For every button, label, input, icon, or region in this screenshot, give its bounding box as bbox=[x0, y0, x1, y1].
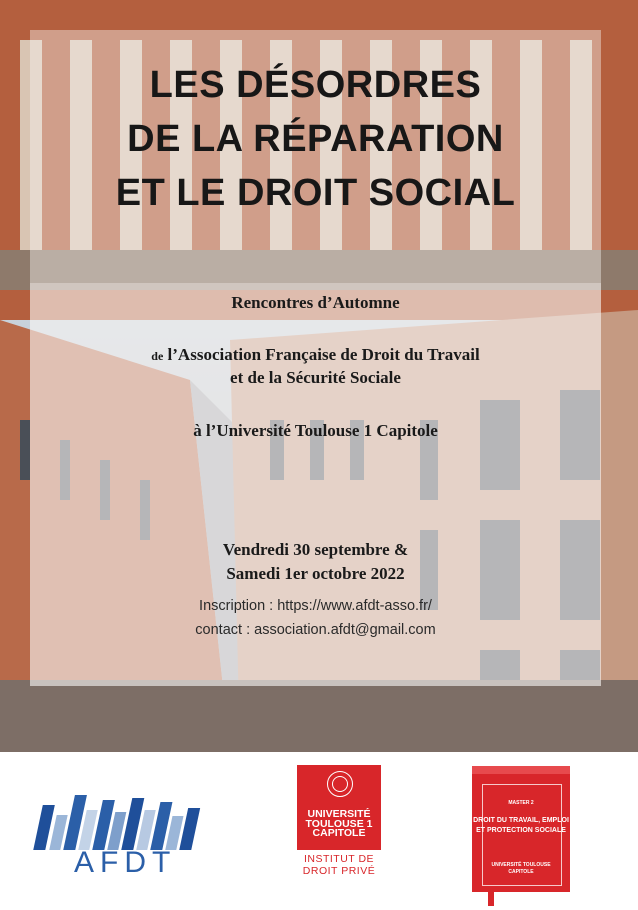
bookmark-ribbon-icon bbox=[488, 892, 494, 906]
book-level: MASTER 2 bbox=[508, 800, 534, 806]
date-line-1: Vendredi 30 septembre & bbox=[222, 540, 409, 559]
ut1-line-3: CAPITOLE bbox=[312, 827, 366, 839]
afdt-bars-icon bbox=[28, 790, 218, 880]
title-line-1: LES DÉSORDRES bbox=[149, 64, 482, 106]
master-book-logo bbox=[472, 766, 570, 896]
book-title-line-1: DROIT DU TRAVAIL, EMPLOI bbox=[473, 817, 569, 824]
afdt-logo bbox=[28, 790, 218, 880]
event-name: Rencontres d’Automne bbox=[231, 293, 400, 312]
afdt-wordmark: AFDT bbox=[74, 846, 177, 879]
event-dates bbox=[30, 538, 601, 586]
ut1-logo bbox=[297, 765, 381, 895]
registration-link[interactable]: Inscription : https://www.afdt-asso.fr/ bbox=[199, 598, 432, 614]
poster-title bbox=[30, 58, 601, 220]
contact-email[interactable]: contact : association.afdt@gmail.com bbox=[195, 622, 436, 638]
ut1-red-block bbox=[297, 765, 381, 850]
university-seal-inner-icon bbox=[332, 776, 348, 792]
ut1-line-1: UNIVERSITÉ bbox=[307, 808, 371, 820]
date-line-2: Samedi 1er octobre 2022 bbox=[226, 564, 405, 583]
organizer bbox=[30, 344, 601, 389]
book-university-line-2: CAPITOLE bbox=[508, 869, 534, 875]
organizer-prefix: de bbox=[151, 349, 164, 363]
book-university-line-1: UNIVERSITÉ TOULOUSE bbox=[491, 862, 551, 868]
organizer-line-2: et de la Sécurité Sociale bbox=[230, 368, 401, 387]
ut1-institute-line-2: DROIT PRIVÉ bbox=[302, 865, 376, 877]
ut1-institute-line-1: INSTITUT DE bbox=[303, 853, 375, 865]
ut1-line-2: TOULOUSE 1 bbox=[305, 817, 373, 830]
title-line-3: ET LE DROIT SOCIAL bbox=[115, 172, 516, 214]
title-line-2: DE LA RÉPARATION bbox=[127, 118, 504, 160]
organizer-line-1: l’Association Française de Droit du Travail bbox=[167, 345, 480, 364]
book-title-line-2: ET PROTECTION SOCIALE bbox=[476, 827, 566, 834]
venue: à l’Université Toulouse 1 Capitole bbox=[193, 421, 438, 440]
